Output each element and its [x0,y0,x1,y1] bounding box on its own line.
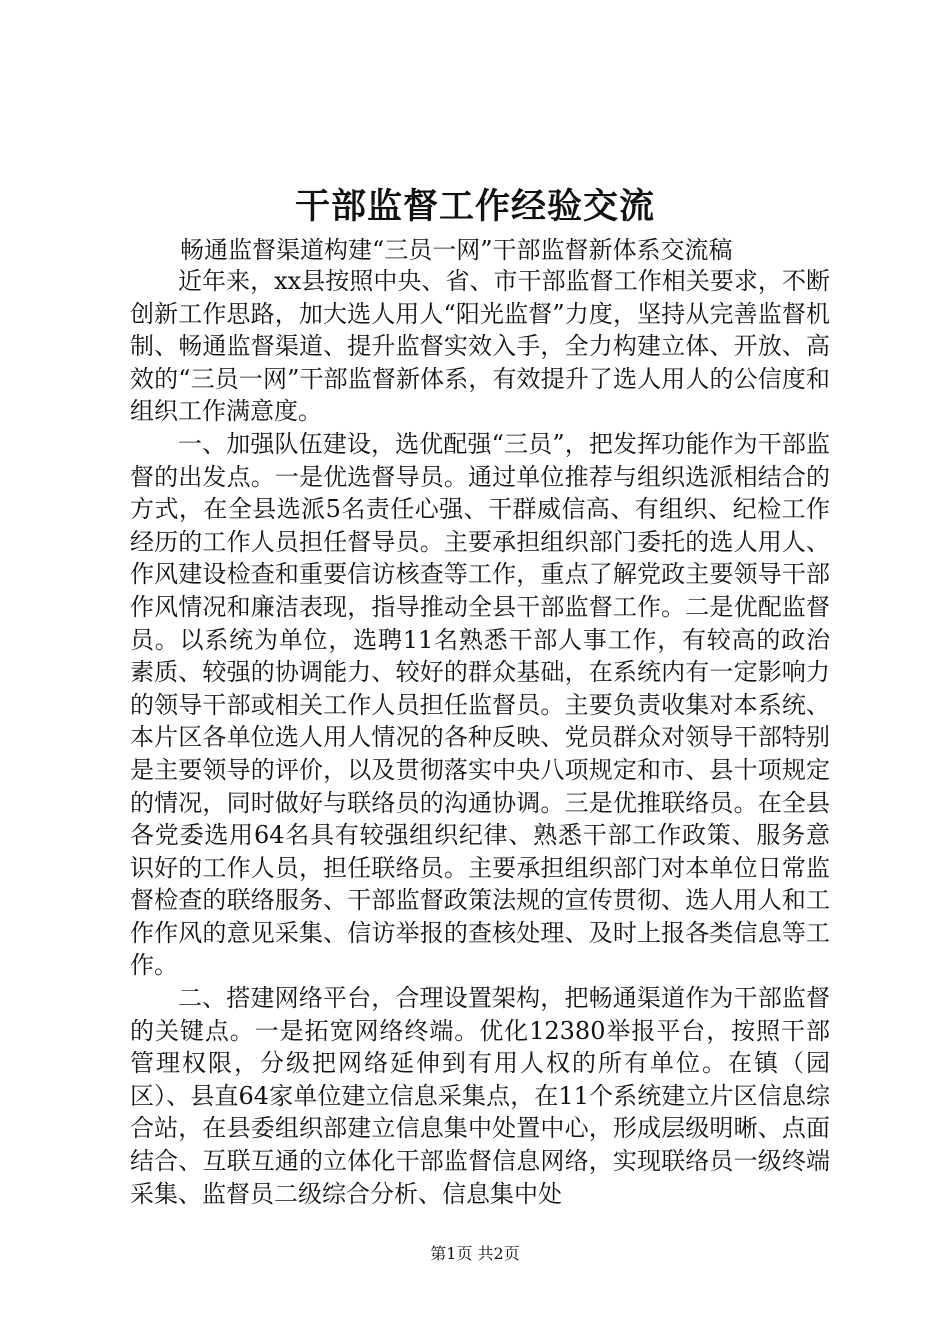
page-title: 干部监督工作经验交流 [294,186,655,227]
document-body [130,265,830,1210]
document-subtitle: 畅通监督渠道构建“三员一网”干部监督新体系交流稿 [180,236,733,264]
paragraph-section-one: 一、加强队伍建设，选优配强“三员”，把发挥功能作为干部监督的出发点。一是优选督导员。通过单位推荐与组织选派相结合的方式，在全县选派5名责任心强、干群威信高、有组织、纪检工作经历的工作人员担任督导员。主要承担组织部门委托的选人用人、作风建设检查和重要信访核查等工作，重点了解党政主要领导干部作风情况和廉洁表现，指导推动全县干部监督工作。二是优配监督员。以系统为单位，选聘11名熟悉干部人事工作，有较高的政治素质、较强的协调能力、较好的群众基础，在系统内有一定影响力的领导干部或相关工作人员担任监督员。主要负责收集对本系统、本片区各单位选人用人情况的各种反映、党员群众对领导干部特别是主要领导的评价，以及贯彻落实中央八项规定和市、县十项规定的情况，同时做好与联络员的沟通协调。三是优推联络员。在全县各党委选用64名具有较强组织纪律、熟悉干部工作政策、服务意识好的工作人员，担任联络员。主要承担组织部门对本单位日常监督检查的联络服务、干部监督政策法规的宣传贯彻、选人用人和工作作风的意见采集、信访举报的查核处理、及时上报各类信息等工作。 [130,429,830,980]
paragraph-intro: 近年来，xx县按照中央、省、市干部监督工作相关要求，不断创新工作思路，加大选人用人“阳光监督”力度，坚持从完善监督机制、畅通监督渠道、提升监督实效入手，全力构建立体、开放、高效的“三员一网”干部监督新体系，有效提升了选人用人的公信度和组织工作满意度。 [130,267,830,426]
paragraph-section-two: 二、搭建网络平台，合理设置架构，把畅通渠道作为干部监督的关键点。一是拓宽网络终端。优化12380举报平台，按照干部管理权限，分级把网络延伸到有用人权的所有单位。在镇（园区）、县直64家单位建立信息采集点，在11个系统建立片区信息综合站，在县委组织部建立信息集中处置中心，形成层级明晰、点面结合、互联互通的立体化干部监督信息网络，实现联络员一级终端采集、监督员二级综合分析、信息集中处 [130,984,830,1208]
page-footer: 第1页 共2页 [430,1244,520,1263]
